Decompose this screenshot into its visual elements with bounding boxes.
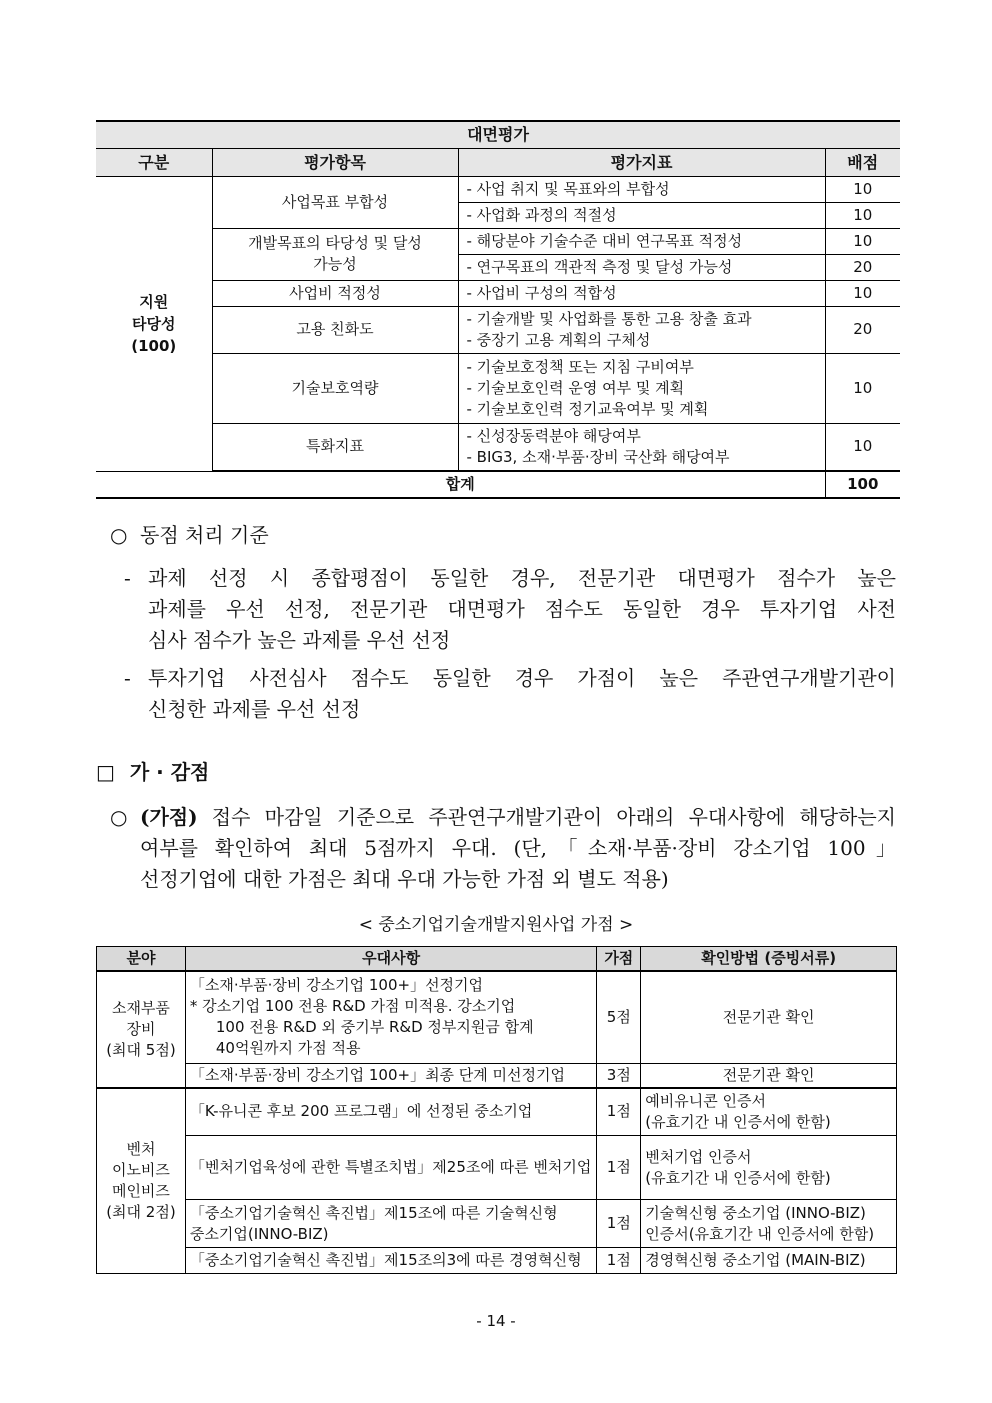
- evaluation-table: [96, 120, 900, 499]
- section-heading: [96, 756, 209, 785]
- indicator-cell: - 해당분야 기술수준 대비 연구목표 적정성: [458, 228, 825, 254]
- header-score: 배점: [825, 148, 900, 176]
- verify-cell: 벤처기업 인증서 (유효기간 내 인증서에 한함): [641, 1136, 897, 1200]
- verify-cell: 전문기관 확인: [641, 1063, 897, 1088]
- score-cell: 10: [825, 423, 900, 470]
- item-cell: 기술보호역량: [212, 353, 458, 423]
- preference-cell: 「소재·부품·장비 강소기업 100+」선정기업 * 강소기업 100 전용 R&D 가점 미적용. 강소기업 100 전용 R&D 외 중기부 R&D 정부지원금 합계 40억원까지 가점 적용: [185, 971, 596, 1063]
- bonus-paragraph: ○ (가점) 접수 마감일 기준으로 주관연구개발기관이 아래의 우대사항에 해당하는지 여부를 확인하여 최대 5점까지 우대. (단,「소재·부품·장비 강소기업 100」 선정기업에 대한 가점은 최대 우대 가능한 가점 외 별도 적용): [96, 802, 896, 895]
- indicator-cell: - 연구목표의 객관적 측정 및 달성 가능성: [458, 254, 825, 280]
- score-cell: 10: [825, 176, 900, 202]
- preference-cell: 「벤처기업육성에 관한 특별조치법」제25조에 따른 벤처기업: [185, 1136, 596, 1200]
- item-cell: 사업목표 부합성: [212, 176, 458, 228]
- header-points: 가점: [597, 947, 641, 972]
- field-cell: 소재부품 장비 (최대 5점): [97, 971, 186, 1088]
- verify-cell: 경영혁신형 중소기업 (MAIN-BIZ): [641, 1248, 897, 1274]
- circle-bullet: ○: [110, 523, 128, 547]
- preference-cell: 「소재·부품·장비 강소기업 100+」최종 단계 미선정기업: [185, 1063, 596, 1088]
- bonus-table: [96, 946, 897, 1274]
- tie-rule-item: - 과제 선정 시 종합평점이 동일한 경우, 전문기관 대면평가 점수가 높은 과제를 우선 선정, 전문기관 대면평가 점수도 동일한 경우 투자기업 사전 심사 점수가 높은 과제를 우선 선정: [124, 566, 896, 652]
- item-cell: 사업비 적정성: [212, 280, 458, 306]
- indicator-cell: - 신성장동력분야 해당여부 - BIG3, 소재·부품·장비 국산화 해당여부: [458, 423, 825, 470]
- score-cell: 10: [825, 280, 900, 306]
- score-cell: 10: [825, 228, 900, 254]
- header-preference: 우대사항: [185, 947, 596, 972]
- indicator-cell: - 사업 취지 및 목표와의 부합성: [458, 176, 825, 202]
- indicator-cell: - 사업비 구성의 적합성: [458, 280, 825, 306]
- tie-rule-title: 동점 처리 기준: [140, 523, 269, 547]
- preference-cell: 「중소기업기술혁신 촉진법」제15조에 따른 기술혁신형 중소기업(INNO-BIZ): [185, 1200, 596, 1248]
- verify-cell: 예비유니콘 인증서 (유효기간 내 인증서에 한함): [641, 1088, 897, 1136]
- square-bullet: □: [96, 760, 115, 784]
- verify-cell: 전문기관 확인: [641, 971, 897, 1063]
- indicator-cell: - 기술개발 및 사업화를 통한 고용 창출 효과 - 중장기 고용 계획의 구체성: [458, 306, 825, 353]
- total-score: 100: [825, 471, 900, 498]
- header-field: 분야: [97, 947, 186, 972]
- verify-cell: 기술혁신형 중소기업 (INNO-BIZ) 인증서(유효기간 내 인증서에 한함): [641, 1200, 897, 1248]
- preference-cell: 「K-유니콘 후보 200 프로그램」에 선정된 중소기업: [185, 1088, 596, 1136]
- points-cell: 5점: [597, 971, 641, 1063]
- header-item: 평가항목: [212, 148, 458, 176]
- bonus-label: (가점): [140, 805, 198, 829]
- score-cell: 20: [825, 254, 900, 280]
- header-indicator: 평가지표: [458, 148, 825, 176]
- score-cell: 10: [825, 353, 900, 423]
- section-title: 가 · 감점: [129, 760, 210, 784]
- points-cell: 1점: [597, 1200, 641, 1248]
- indicator-cell: - 사업화 과정의 적절성: [458, 202, 825, 228]
- item-cell: 개발목표의 타당성 및 달성 가능성: [212, 228, 458, 280]
- table-title: 대면평가: [96, 121, 900, 148]
- field-cell: 벤처 이노비즈 메인비즈 (최대 2점): [97, 1088, 186, 1274]
- total-label: 합계: [96, 471, 825, 498]
- points-cell: 1점: [597, 1088, 641, 1136]
- page-number: - 14 -: [476, 1312, 516, 1330]
- score-cell: 20: [825, 306, 900, 353]
- score-cell: 10: [825, 202, 900, 228]
- circle-bullet: ○: [110, 805, 128, 829]
- item-cell: 특화지표: [212, 423, 458, 470]
- points-cell: 1점: [597, 1248, 641, 1274]
- header-category: 구분: [96, 148, 212, 176]
- points-cell: 3점: [597, 1063, 641, 1088]
- header-verify: 확인방법 (증빙서류): [641, 947, 897, 972]
- item-cell: 고용 친화도: [212, 306, 458, 353]
- category-cell: 지원 타당성 (100): [96, 176, 212, 471]
- indicator-cell: - 기술보호정책 또는 지침 구비여부 - 기술보호인력 운영 여부 및 계획 - 기술보호인력 정기교육여부 및 계획: [458, 353, 825, 423]
- tie-rule-item: - 투자기업 사전심사 점수도 동일한 경우 가점이 높은 주관연구개발기관이 신청한 과제를 우선 선정: [124, 666, 896, 721]
- table-caption: < 중소기업기술개발지원사업 가점 >: [358, 915, 634, 935]
- preference-cell: 「중소기업기술혁신 촉진법」제15조의3에 따른 경영혁신형: [185, 1248, 596, 1274]
- points-cell: 1점: [597, 1136, 641, 1200]
